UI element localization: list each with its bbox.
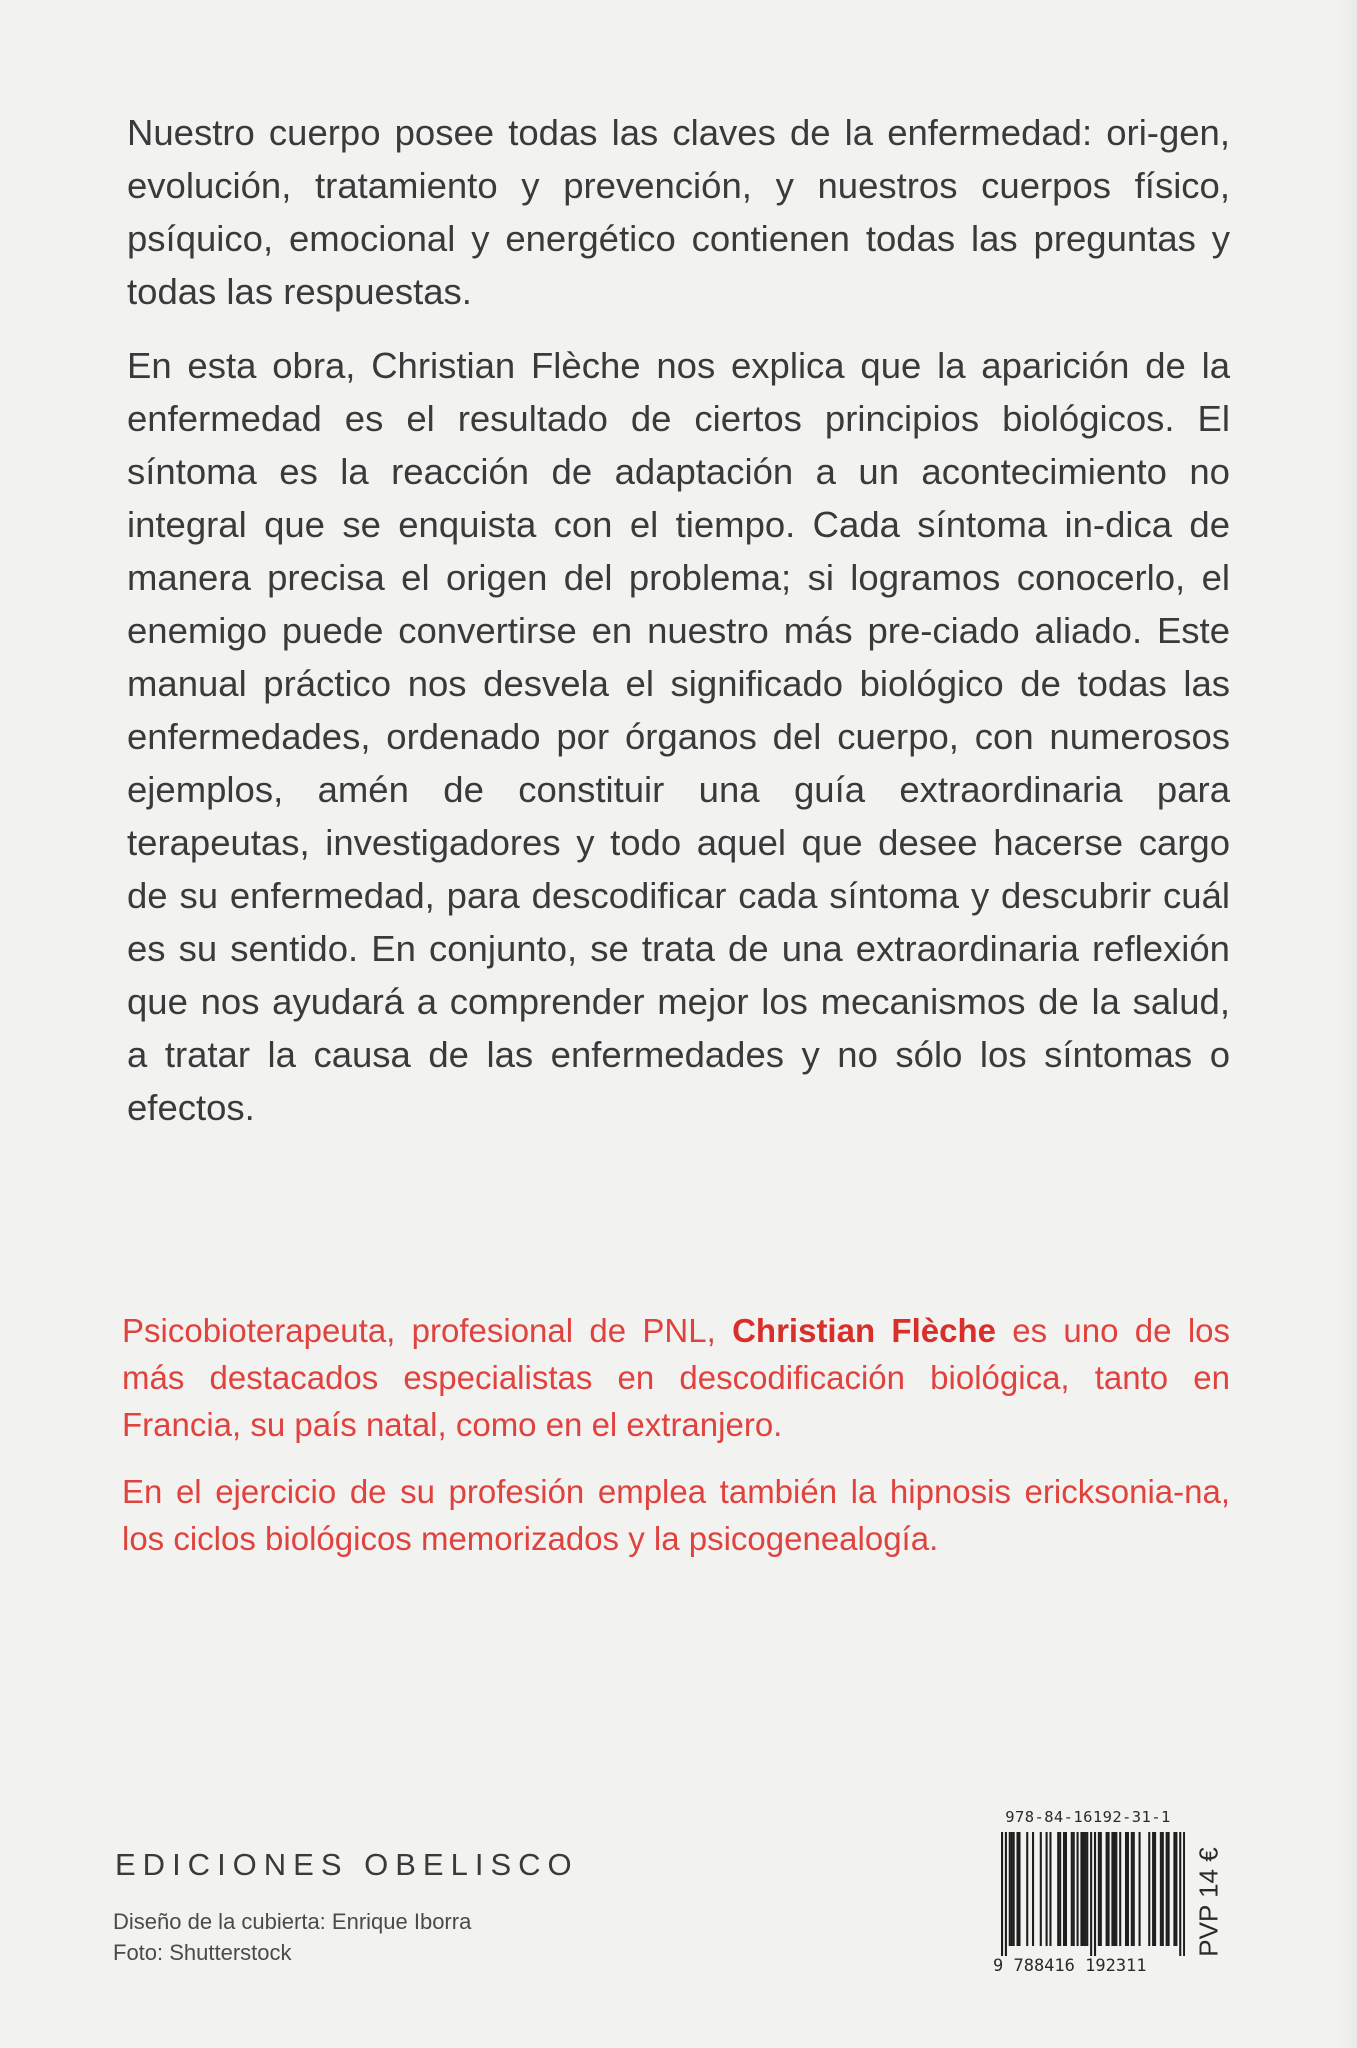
barcode-bar (1113, 1832, 1115, 1946)
cover-edge (1339, 0, 1357, 2048)
barcode-bar (1168, 1832, 1170, 1946)
barcode-bar (1119, 1832, 1121, 1946)
barcode-bar (1049, 1832, 1051, 1946)
barcode-bar (1005, 1832, 1007, 1956)
barcode-bar (1082, 1832, 1084, 1946)
barcode-bar (1127, 1832, 1129, 1946)
barcode-bar (1080, 1832, 1082, 1946)
barcode-bar (1073, 1832, 1075, 1946)
barcode-bar (1046, 1832, 1048, 1946)
photo-credit: Foto: Shutterstock (113, 1940, 292, 1965)
barcode-bar (1148, 1832, 1150, 1946)
barcode-bar (1090, 1832, 1092, 1956)
barcode-bar (1059, 1832, 1061, 1946)
barcode-bar (1098, 1832, 1100, 1946)
barcode-bar (1084, 1832, 1086, 1946)
author-name: Christian Flèche (732, 1312, 996, 1349)
barcode-bar (1111, 1832, 1113, 1946)
barcode-bar (1018, 1832, 1020, 1946)
barcode-bar (1183, 1832, 1185, 1956)
price-label-box (1187, 1832, 1231, 1972)
synopsis-paragraph-1: Nuestro cuerpo posee todas las claves de la enfermedad: ori-gen, evolución, tratamiento y prevención, y nuestros cuerpos físico, psíquico, emocional y energético contienen todas las preguntas y todas las respuestas. (127, 112, 1230, 312)
credits (113, 1906, 471, 1968)
barcode-bar (1009, 1832, 1011, 1946)
barcode-bar (1026, 1832, 1028, 1946)
bio-intro: Psicobioterapeuta, profesional de PNL, (122, 1312, 733, 1349)
author-bio (122, 1307, 1230, 1582)
barcode-bar (1108, 1832, 1110, 1946)
barcode-bar (1173, 1832, 1175, 1946)
barcode-bar (1160, 1832, 1162, 1946)
barcode-bar (1011, 1832, 1013, 1946)
barcode-bar (1016, 1832, 1018, 1946)
barcode-bar (1139, 1832, 1141, 1946)
barcode-bar (1154, 1832, 1156, 1946)
barcode-bar (1179, 1832, 1181, 1956)
synopsis (127, 106, 1230, 1155)
barcode-bar (1086, 1832, 1088, 1946)
barcode-bar (1057, 1832, 1059, 1946)
barcode-bar (1001, 1832, 1003, 1956)
barcode-bar (1013, 1832, 1015, 1946)
barcode-icon (993, 1832, 1185, 1956)
barcode-area (993, 1808, 1238, 1976)
barcode-bar (1131, 1832, 1133, 1946)
barcode-bar (1040, 1832, 1042, 1946)
barcode-bar (1166, 1832, 1168, 1946)
barcode-bar (1094, 1832, 1096, 1956)
synopsis-paragraph-2: En esta obra, Christian Flèche nos explica que la aparición de la enfermedad es el resultado de ciertos principios biológicos. El síntoma es la reacción de adaptación a un acontecimiento no integral que se enquista con el tiempo. Cada síntoma in-dica de manera precisa el origen del problema; si logramos conocerlo, el enemigo puede convertirse en nuestro más pre-ciado aliado. Este manual práctico nos desvela el significado biológico de todas las enfermedades, ordenado por órganos del cuerpo, con numerosos ejemplos, amén de constituir una guía extraordinaria para terapeutas, investigadores y todo aquel que desee hacerse cargo de su enfermedad, para descodificar cada síntoma y descubrir cuál es su sentido. En conjunto, se trata de una extraordinaria reflexión que nos ayudará a comprender mejor los mecanismos de la salud, a tratar la causa de las enfermedades y no sólo los síntomas o efectos. (127, 345, 1230, 1128)
barcode-bar (1106, 1832, 1108, 1946)
barcode-bar (1065, 1832, 1067, 1946)
cover-design-credit: Diseño de la cubierta: Enrique Iborra (113, 1909, 472, 1934)
bio-paragraph-1 (122, 1307, 1230, 1448)
barcode-bar (1125, 1832, 1127, 1946)
barcode-bar (1133, 1832, 1135, 1946)
barcode-bar (1100, 1832, 1102, 1946)
barcode-bar (1152, 1832, 1154, 1946)
barcode-bar (1077, 1832, 1079, 1946)
bio-description: es uno de los más destacados especialistas en descodificación biológica, tanto en Francia, su país natal, como en el extranjero. (122, 1312, 1231, 1443)
barcode-bar (1175, 1832, 1177, 1946)
barcode-bar (1071, 1832, 1073, 1946)
barcode-digits: 9 788416 192311 (993, 1956, 1147, 1976)
barcode-bar (1032, 1832, 1034, 1946)
isbn-text: 978-84-16192-31-1 (1005, 1808, 1171, 1826)
price-label: PVP 14 € (1193, 1847, 1224, 1957)
publisher-logo: EDICIONES OBELISCO (115, 1847, 579, 1882)
barcode-bar (1115, 1832, 1117, 1946)
bio-paragraph-2: En el ejercicio de su profesión emplea también la hipnosis ericksonia-na, los ciclos biológicos memorizados y la psicogenealogía. (122, 1473, 1230, 1557)
barcode-bar (1063, 1832, 1065, 1946)
barcode-bar (1162, 1832, 1164, 1946)
